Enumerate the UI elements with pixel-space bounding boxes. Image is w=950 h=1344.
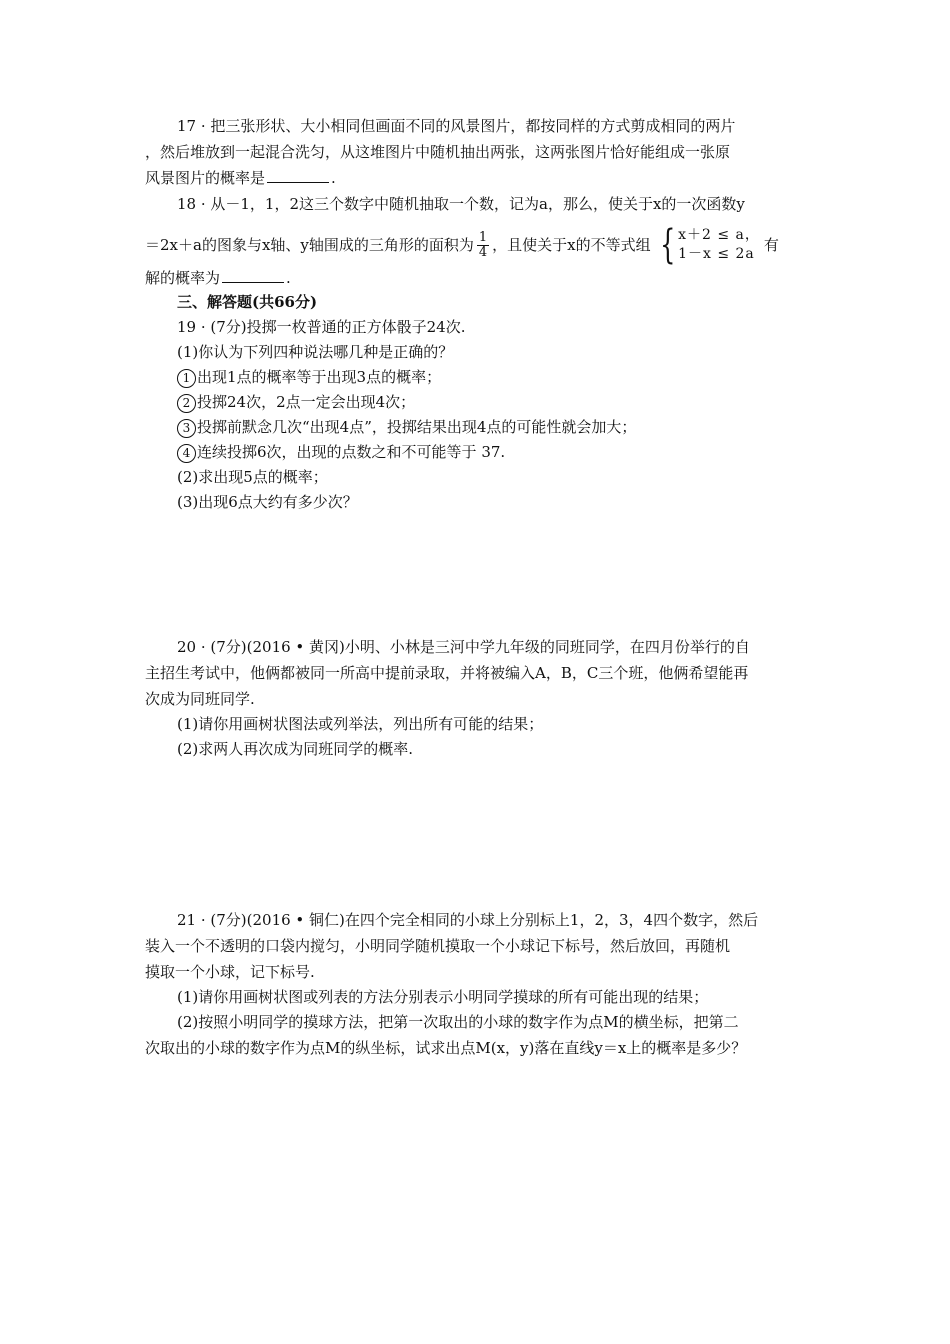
q19-stem: 19 · (7分)投掷一枚普通的正方体骰子24次. [177,318,466,336]
fraction-denominator: 4 [478,244,488,260]
q18-line-2-end: 有 [763,236,779,254]
q18-line-1: 18 · 从－1，1，2这三个数字中随机抽取一个数，记为a，那么，使关于x的一次函数y [177,195,745,213]
q20-line-1: 20 · (7分)(2016 • 黄冈)小明、小林是三河中学九年级的同班同学，在四月份举行的自 [177,638,750,656]
inequality-1: x＋2 ≤ a， [678,227,760,243]
circled-number: 3 [177,419,196,438]
q19-item-text: 投掷前默念几次“出现4点”，投掷结果出现4点的可能性就会加大； [197,418,637,436]
q21-line-2: 装入一个不透明的口袋内搅匀，小明同学随机摸取一个小球记下标号，然后放回，再随机 [145,937,731,955]
q19-part-1: (1)你认为下列四种说法哪几种是正确的？ [177,343,454,361]
q21-part-1: (1)请你用画树状图或列表的方法分别表示小明同学摸球的所有可能出现的结果； [177,988,709,1006]
q18-line-3 [145,267,291,289]
q19-item-4 [177,441,505,463]
section-heading: 三、解答题(共66分) [177,293,318,311]
q18-line-2-mid: ，且使关于x的不等式组 [492,236,651,254]
q21-part-2a: (2)按照小明同学的摸球方法，把第一次取出的小球的数字作为点M的横坐标，把第二 [177,1013,739,1031]
q17-line-1: 17 · 把三张形状、大小相同但画面不同的风景图片，都按同样的方式剪成相同的两片 [177,117,736,135]
answer-blank [267,168,329,183]
left-brace: { [659,222,676,268]
q17-line-2: ，然后堆放到一起混合洗匀，从这堆图片中随机抽出两张，这两张图片恰好能组成一张原 [145,143,731,161]
q20-line-3: 次成为同班同学. [145,690,255,708]
fraction-numerator: 1 [478,229,488,245]
inequality-2: 1－x ≤ 2a [678,246,755,262]
q19-item-text: 连续投掷6次，出现的点数之和不可能等于 37. [197,443,506,461]
q21-line-3: 摸取一个小球，记下标号. [145,963,315,981]
circled-number: 2 [177,394,196,413]
q17-line-3 [145,167,336,189]
q20-part-2: (2)求两人再次成为同班同学的概率. [177,740,414,758]
q19-part-2: (2)求出现5点的概率； [177,468,328,486]
circled-number: 4 [177,444,196,463]
q18-line-3-end: . [286,269,291,287]
q20-part-1: (1)请你用画树状图法或列举法，列出所有可能的结果； [177,715,544,733]
q21-part-2b: 次取出的小球的数字作为点M的纵坐标，试求出点M(x，y)落在直线y＝x上的概率是多少？ [145,1039,747,1057]
answer-blank [222,268,284,283]
q21-line-1: 21 · (7分)(2016 • 铜仁)在四个完全相同的小球上分别标上1，2，3，4四个数字，然后 [177,911,759,929]
circled-number: 1 [177,369,196,388]
q19-item-text: 投掷24次，2点一定会出现4次； [197,393,416,411]
fraction [477,231,489,260]
q19-part-3: (3)出现6点大约有多少次？ [177,493,358,511]
q17-line-3-text: 风景图片的概率是 [145,169,266,187]
q17-line-3-end: . [331,169,336,187]
inequality-system [655,222,760,268]
q19-item-1 [177,366,441,388]
q18-line-3-text: 解的概率为 [145,269,221,287]
q19-item-3 [177,416,636,438]
q20-line-2: 主招生考试中，他俩都被同一所高中提前录取，并将被编入A，B，C三个班，他俩希望能再 [145,664,749,682]
q19-item-text: 出现1点的概率等于出现3点的概率； [197,368,442,386]
q19-item-2 [177,391,415,413]
q18-line-2-text: ＝2x＋a的图象与x轴、y轴围成的三角形的面积为 [145,236,474,254]
q18-line-2 [145,222,779,268]
